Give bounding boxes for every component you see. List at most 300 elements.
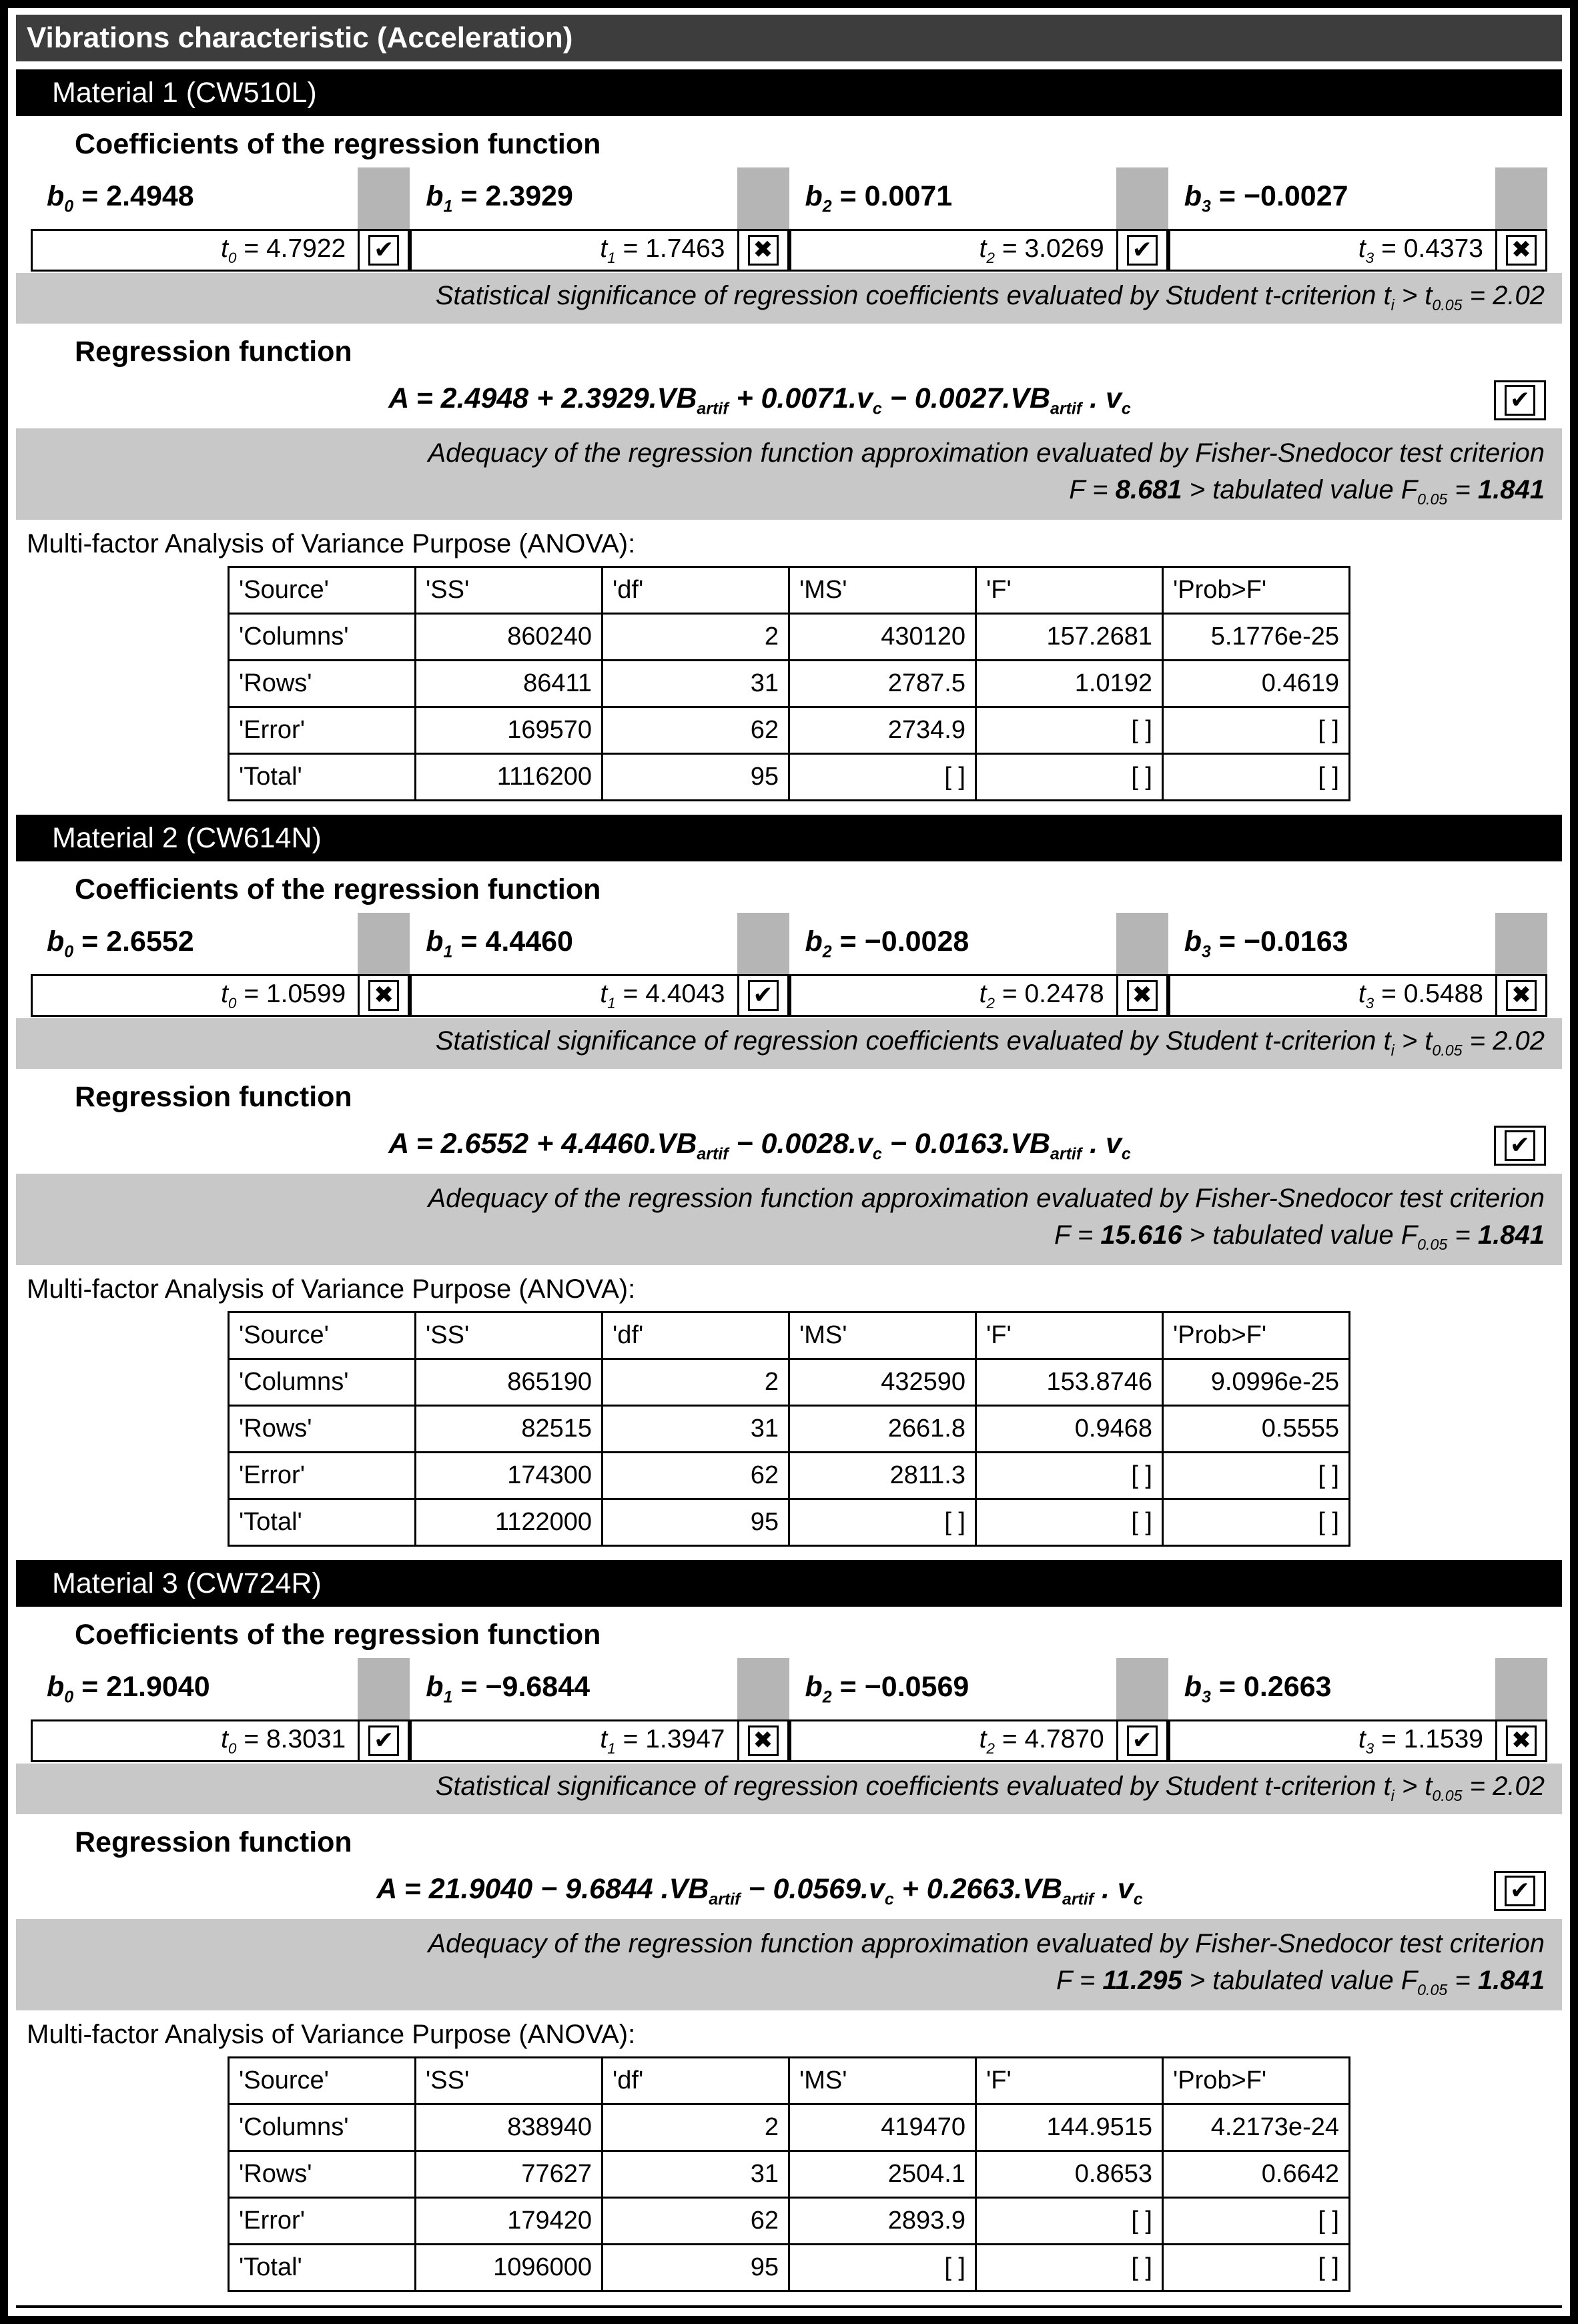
anova-table (228, 566, 1350, 801)
b-symbol: b (426, 925, 444, 957)
anova-cell: [ ] (976, 1453, 1163, 1499)
checkbox-icon (1505, 1876, 1535, 1906)
anova-cell: 179420 (416, 2198, 603, 2245)
t-number: 0.4373 (1403, 234, 1483, 263)
coefficient-b (789, 167, 1116, 229)
fisher-mid: > tabulated value F (1182, 475, 1418, 504)
equals-sign: = (831, 925, 865, 957)
equals-sign: = (995, 1724, 1025, 1754)
b-symbol: b (805, 179, 823, 212)
anova-cell: 62 (603, 2198, 789, 2245)
equation-mid2: + 0.2663. (893, 1872, 1023, 1905)
anova-cell: 169570 (416, 707, 603, 754)
anova-cell: 95 (603, 1499, 789, 1546)
b-symbol: b (1184, 179, 1202, 212)
equals-sign: = (1210, 925, 1244, 957)
equals-sign: = (615, 1724, 646, 1754)
coefficients-row (16, 1658, 1562, 1762)
anova-table (228, 2056, 1350, 2292)
anova-cell: 77627 (416, 2151, 603, 2198)
b-number: −0.0163 (1243, 925, 1348, 957)
b-subscript: 1 (443, 942, 453, 961)
vb-subscript: artif (1062, 1890, 1094, 1909)
b-symbol: b (47, 179, 65, 212)
coefficient-group (410, 913, 789, 1017)
t-symbol: t (600, 979, 608, 1008)
material-section (16, 69, 1562, 801)
b-subscript: 1 (443, 1687, 453, 1707)
significance-checkbox[interactable] (1495, 1719, 1547, 1762)
regression-heading: Regression function (75, 1826, 352, 1858)
coefficient-group (789, 913, 1168, 1017)
anova-cell: 865190 (416, 1359, 603, 1406)
materials-container (16, 69, 1562, 2292)
checkbox-icon (1505, 1130, 1535, 1161)
significance-checkbox[interactable] (737, 1719, 789, 1762)
material-section (16, 815, 1562, 1547)
coefficient-b (1168, 913, 1495, 974)
equation-mid1: − 0.0028. (728, 1127, 857, 1160)
anova-cell: 31 (603, 1406, 789, 1453)
fisher-value: 8.681 (1115, 475, 1182, 504)
anova-cell: 153.8746 (976, 1359, 1163, 1406)
anova-row-rows (229, 661, 1350, 707)
fisher-subscript: 0.05 (1417, 1236, 1448, 1253)
t-subscript: 0 (228, 249, 237, 266)
anova-cell: 9.0996e-25 (1163, 1359, 1350, 1406)
coefficient-b (31, 913, 358, 974)
t-number: 0.5488 (1403, 979, 1483, 1008)
anova-heading: Multi-factor Analysis of Variance Purpose (ANOVA): (27, 2020, 636, 2049)
fisher-subscript: 0.05 (1417, 1981, 1448, 1998)
anova-cell: 'Columns' (229, 2104, 416, 2151)
t-number: 4.4043 (645, 979, 725, 1008)
gray-spacer (737, 1658, 789, 1719)
fisher-tabulated: 1.841 (1477, 1966, 1545, 1995)
anova-cell: 31 (603, 661, 789, 707)
anova-header-probf: 'Prob>F' (1163, 1312, 1350, 1359)
equals-sign: = (995, 979, 1025, 1008)
anova-cell: 2 (603, 614, 789, 661)
anova-header-source: 'Source' (229, 2058, 416, 2104)
b-symbol: b (1184, 1670, 1202, 1703)
t-subscript: 2 (986, 249, 995, 266)
t-note-text: = 2.02 (1462, 1026, 1545, 1056)
checkbox-icon (368, 980, 399, 1011)
anova-header-ms: 'MS' (789, 2058, 976, 2104)
anova-cell: 2 (603, 1359, 789, 1406)
anova-cell: 'Rows' (229, 661, 416, 707)
fisher-result (33, 472, 1545, 512)
anova-cell: 2 (603, 2104, 789, 2151)
checkbox-mark: ✔ (753, 982, 773, 1009)
checkbox-icon (1127, 235, 1158, 266)
equation-checkbox[interactable] (1494, 1871, 1546, 1911)
anova-heading: Multi-factor Analysis of Variance Purpose (ANOVA): (27, 529, 636, 558)
material-header (16, 69, 1562, 116)
significance-checkbox[interactable] (358, 1719, 410, 1762)
anova-cell: 1122000 (416, 1499, 603, 1546)
checkbox-icon (1506, 1725, 1537, 1756)
equals-sign: = (452, 925, 486, 957)
anova-cell: 0.5555 (1163, 1406, 1350, 1453)
anova-cell: [ ] (1163, 2198, 1350, 2245)
t-symbol: t (600, 1724, 608, 1754)
b-subscript: 2 (822, 197, 832, 216)
equals-sign: = (236, 234, 266, 263)
equals-sign: = (236, 979, 266, 1008)
equals-sign: = (831, 1670, 865, 1703)
anova-cell: 'Total' (229, 1499, 416, 1546)
v-subscript: c (1133, 1890, 1143, 1909)
t-statistic (410, 229, 737, 272)
vb-subscript: artif (1050, 399, 1082, 418)
equation-lead: A = 2.4948 + 2.3929. (388, 382, 657, 414)
b-number: 2.4948 (106, 179, 194, 212)
regression-equation-row (16, 375, 1562, 428)
anova-cell: [ ] (789, 1499, 976, 1546)
fisher-prefix: F = (1056, 1966, 1103, 1995)
t-statistic (410, 974, 737, 1017)
coefficient-group (410, 167, 789, 272)
equation-lead: A = 21.9040 − 9.6844 . (376, 1872, 669, 1905)
t-number: 1.1539 (1403, 1724, 1483, 1754)
regression-equation (32, 1128, 1487, 1164)
gray-spacer (1495, 167, 1547, 229)
anova-cell: [ ] (1163, 1499, 1350, 1546)
t-statistic (31, 1719, 358, 1762)
checkbox-mark: ✔ (1509, 386, 1531, 414)
vb-variable: VB (1010, 1127, 1051, 1160)
adequacy-note (16, 428, 1562, 520)
coefficient-b (31, 167, 358, 229)
coefficient-b (789, 1658, 1116, 1719)
b-subscript: 0 (64, 197, 74, 216)
significance-checkbox[interactable] (1495, 229, 1547, 272)
gray-spacer (358, 913, 410, 974)
gray-spacer (358, 167, 410, 229)
anova-cell: 419470 (789, 2104, 976, 2151)
vb-variable: VB (1022, 1872, 1062, 1905)
t-note-text: Statistical significance of regression coefficients evaluated by Student t-criterion t (435, 1772, 1391, 1801)
t-note-sub-i: i (1391, 1787, 1395, 1804)
fisher-prefix: F = (1069, 475, 1116, 504)
b-subscript: 0 (64, 1687, 74, 1707)
equals-sign: = (1210, 179, 1244, 212)
equals-sign: = (615, 979, 646, 1008)
checkbox-icon (1127, 980, 1158, 1011)
anova-cell: 157.2681 (976, 614, 1163, 661)
regression-heading: Regression function (75, 336, 352, 368)
anova-cell: 0.9468 (976, 1406, 1163, 1453)
t-statistic (31, 229, 358, 272)
material-title: Material 2 (CW614N) (52, 821, 322, 854)
t-note-text: > t (1394, 1026, 1433, 1056)
t-criterion-note (16, 1018, 1562, 1069)
significance-checkbox[interactable] (1116, 229, 1168, 272)
equation-mid1: + 0.0071. (728, 382, 857, 414)
b-subscript: 3 (1202, 942, 1211, 961)
regression-equation (32, 1873, 1487, 1910)
checkbox-mark: ✖ (753, 1727, 773, 1754)
anova-cell: [ ] (789, 754, 976, 801)
anova-cell: 86411 (416, 661, 603, 707)
b-symbol: b (47, 925, 65, 957)
v-variable: v (1105, 1127, 1122, 1160)
vb-subscript: artif (697, 1144, 729, 1164)
equation-checkbox[interactable] (1494, 1126, 1546, 1166)
equals-sign: = (73, 925, 107, 957)
page-title: Vibrations characteristic (Acceleration) (16, 15, 1562, 61)
coefficient-group (31, 1658, 410, 1762)
t-number: 3.0269 (1024, 234, 1104, 263)
b-subscript: 3 (1202, 1687, 1211, 1707)
anova-header-ss: 'SS' (416, 1312, 603, 1359)
significance-checkbox[interactable] (1116, 974, 1168, 1017)
gray-spacer (1495, 1658, 1547, 1719)
anova-row-total (229, 754, 1350, 801)
t-note-sub-i: i (1391, 296, 1395, 314)
anova-cell: [ ] (1163, 2245, 1350, 2291)
equals-sign: = (1374, 234, 1404, 263)
anova-cell: [ ] (976, 754, 1163, 801)
t-symbol: t (979, 234, 987, 263)
coefficients-row (16, 913, 1562, 1017)
anova-cell: 2787.5 (789, 661, 976, 707)
fisher-subscript: 0.05 (1417, 490, 1448, 508)
equals-sign: = (73, 179, 107, 212)
b-symbol: b (1184, 925, 1202, 957)
material-section (16, 1560, 1562, 2292)
material-title: Material 3 (CW724R) (52, 1567, 322, 1599)
v-subscript: c (872, 399, 882, 418)
coefficient-group (1168, 913, 1547, 1017)
adequacy-text: Adequacy of the regression function approximation evaluated by Fisher-Snedocor test criterion (428, 1929, 1545, 1958)
regression-equation (32, 382, 1487, 419)
anova-table (228, 1311, 1350, 1547)
anova-header-f: 'F' (976, 1312, 1163, 1359)
fisher-mid: > tabulated value F (1182, 1966, 1418, 1995)
b-symbol: b (426, 179, 444, 212)
v-subscript: c (884, 1890, 894, 1909)
anova-row-columns (229, 614, 1350, 661)
coefficient-b (1168, 167, 1495, 229)
vb-variable: VB (657, 382, 697, 414)
equation-mid2: − 0.0163. (881, 1127, 1011, 1160)
vb-subscript: artif (1050, 1144, 1082, 1164)
anova-cell: 'Columns' (229, 614, 416, 661)
anova-cell: 82515 (416, 1406, 603, 1453)
b-number: −0.0027 (1243, 179, 1348, 212)
checkbox-mark: ✔ (1132, 236, 1152, 264)
b-subscript: 2 (822, 942, 832, 961)
coefficients-heading: Coefficients of the regression function (75, 128, 601, 160)
equation-checkbox[interactable] (1494, 380, 1546, 420)
anova-cell: 31 (603, 2151, 789, 2198)
dot-separator: . (1082, 1127, 1106, 1160)
significance-checkbox[interactable] (358, 229, 410, 272)
b-number: 21.9040 (106, 1670, 210, 1703)
checkbox-mark: ✔ (374, 1727, 394, 1754)
checkbox-mark: ✖ (1511, 236, 1532, 264)
anova-cell: 'Rows' (229, 2151, 416, 2198)
anova-header-source: 'Source' (229, 1312, 416, 1359)
checkbox-mark: ✔ (1509, 1877, 1531, 1904)
anova-cell: 'Columns' (229, 1359, 416, 1406)
anova-cell: 95 (603, 2245, 789, 2291)
fisher-prefix: F = (1054, 1220, 1101, 1250)
significance-checkbox[interactable] (1495, 974, 1547, 1017)
vb-variable: VB (657, 1127, 697, 1160)
anova-cell: 4.2173e-24 (1163, 2104, 1350, 2151)
anova-cell: 174300 (416, 1453, 603, 1499)
t-number: 4.7870 (1024, 1724, 1104, 1754)
t-note-text: = 2.02 (1462, 281, 1545, 310)
checkbox-mark: ✔ (1132, 1727, 1152, 1754)
anova-row-total (229, 1499, 1350, 1546)
vb-variable: VB (1010, 382, 1051, 414)
adequacy-text: Adequacy of the regression function approximation evaluated by Fisher-Snedocor test criterion (428, 1184, 1545, 1213)
anova-cell: 62 (603, 707, 789, 754)
dot-separator: . (1094, 1872, 1118, 1905)
t-subscript: 2 (986, 1739, 995, 1757)
gray-spacer (1116, 913, 1168, 974)
t-number: 0.2478 (1024, 979, 1104, 1008)
t-number: 8.3031 (266, 1724, 346, 1754)
t-symbol: t (221, 234, 228, 263)
checkbox-mark: ✖ (1511, 1727, 1532, 1754)
checkbox-icon (1506, 235, 1537, 266)
anova-cell: 2811.3 (789, 1453, 976, 1499)
fisher-equals: = (1447, 475, 1478, 504)
regression-equation-row (16, 1120, 1562, 1174)
significance-checkbox[interactable] (737, 229, 789, 272)
coefficients-row (16, 167, 1562, 272)
vb-subscript: artif (709, 1890, 741, 1909)
t-symbol: t (1358, 1724, 1366, 1754)
b-number: 0.0071 (864, 179, 953, 212)
t-subscript: 0 (228, 1739, 237, 1757)
anova-header-df: 'df' (603, 567, 789, 614)
fisher-result (33, 1962, 1545, 2002)
v-variable: v (857, 382, 873, 414)
t-criterion-note (16, 273, 1562, 324)
b-number: 2.6552 (106, 925, 194, 957)
anova-row-columns (229, 1359, 1350, 1406)
checkbox-mark: ✔ (1509, 1132, 1531, 1159)
regression-heading: Regression function (75, 1081, 352, 1113)
t-statistic (1168, 1719, 1495, 1762)
t-statistic (410, 1719, 737, 1762)
gray-spacer (737, 167, 789, 229)
b-number: 2.3929 (485, 179, 573, 212)
gray-spacer (737, 913, 789, 974)
b-number: −0.0569 (864, 1670, 969, 1703)
t-subscript: 3 (1365, 1739, 1374, 1757)
v-subscript: c (872, 1144, 882, 1164)
fisher-result (33, 1217, 1545, 1257)
fisher-value: 11.295 (1102, 1966, 1182, 1995)
t-statistic (1168, 974, 1495, 1017)
anova-cell: 1096000 (416, 2245, 603, 2291)
equals-sign: = (831, 179, 865, 212)
anova-row-rows (229, 2151, 1350, 2198)
coefficient-group (1168, 167, 1547, 272)
anova-cell: 2893.9 (789, 2198, 976, 2245)
b-subscript: 2 (822, 1687, 832, 1707)
adequacy-note (16, 1919, 1562, 2010)
equals-sign: = (452, 1670, 486, 1703)
t-note-text: Statistical significance of regression coefficients evaluated by Student t-criterion t (435, 281, 1391, 310)
t-symbol: t (979, 979, 987, 1008)
t-statistic (789, 229, 1116, 272)
checkbox-mark: ✖ (1132, 982, 1152, 1009)
t-symbol: t (979, 1724, 987, 1754)
anova-header-df: 'df' (603, 1312, 789, 1359)
bottom-divider (16, 2305, 1562, 2308)
anova-row-columns (229, 2104, 1350, 2151)
t-note-sub-005: 0.05 (1432, 1042, 1463, 1059)
anova-cell: 0.6642 (1163, 2151, 1350, 2198)
anova-header-df: 'df' (603, 2058, 789, 2104)
b-number: −9.6844 (485, 1670, 590, 1703)
anova-cell: 432590 (789, 1359, 976, 1406)
anova-header-row (229, 2058, 1350, 2104)
fisher-mid: > tabulated value F (1182, 1220, 1418, 1250)
coefficient-b (31, 1658, 358, 1719)
coefficients-heading: Coefficients of the regression function (75, 873, 601, 905)
significance-checkbox[interactable] (1116, 1719, 1168, 1762)
t-symbol: t (221, 1724, 228, 1754)
t-symbol: t (600, 234, 608, 263)
dot-separator: . (1082, 382, 1106, 414)
equals-sign: = (1210, 1670, 1244, 1703)
significance-checkbox[interactable] (737, 974, 789, 1017)
anova-cell: [ ] (789, 2245, 976, 2291)
fisher-tabulated: 1.841 (1477, 1220, 1545, 1250)
t-statistic (1168, 229, 1495, 272)
coefficient-b (410, 1658, 737, 1719)
significance-checkbox[interactable] (358, 974, 410, 1017)
anova-header-row (229, 567, 1350, 614)
adequacy-text: Adequacy of the regression function approximation evaluated by Fisher-Snedocor test criterion (428, 438, 1545, 468)
t-note-sub-005: 0.05 (1432, 296, 1463, 314)
anova-heading: Multi-factor Analysis of Variance Purpose (ANOVA): (27, 1274, 636, 1304)
anova-cell: 1116200 (416, 754, 603, 801)
anova-cell: 838940 (416, 2104, 603, 2151)
coefficient-group (31, 913, 410, 1017)
t-statistic (31, 974, 358, 1017)
anova-header-row (229, 1312, 1350, 1359)
t-symbol: t (221, 979, 228, 1008)
anova-header-ms: 'MS' (789, 567, 976, 614)
equals-sign: = (73, 1670, 107, 1703)
t-note-text: > t (1394, 1772, 1433, 1801)
equation-mid2: − 0.0027. (881, 382, 1011, 414)
checkbox-icon (748, 1725, 779, 1756)
b-subscript: 1 (443, 197, 453, 216)
equals-sign: = (452, 179, 486, 212)
anova-cell: 'Error' (229, 2198, 416, 2245)
anova-header-probf: 'Prob>F' (1163, 567, 1350, 614)
b-number: 4.4460 (485, 925, 573, 957)
checkbox-mark: ✖ (1511, 982, 1532, 1009)
anova-row-error (229, 1453, 1350, 1499)
t-subscript: 3 (1365, 249, 1374, 266)
anova-cell: 'Error' (229, 1453, 416, 1499)
t-note-sub-005: 0.05 (1432, 1787, 1463, 1804)
equals-sign: = (236, 1724, 266, 1754)
